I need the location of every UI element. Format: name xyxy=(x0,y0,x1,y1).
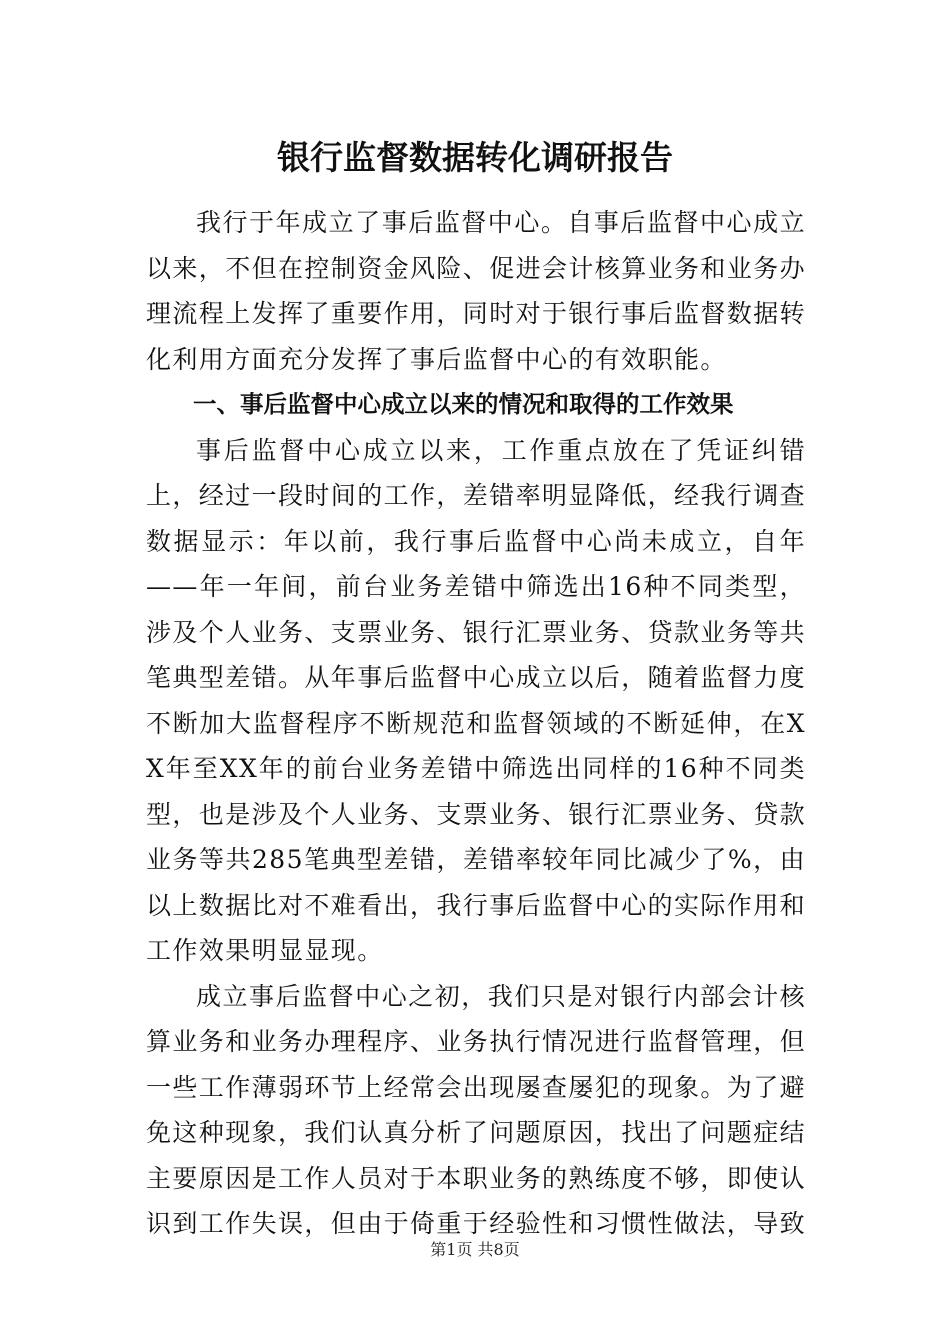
page-footer: 第1页 共8页 xyxy=(430,1240,520,1259)
paragraph-early-supervision: 成立事后监督中心之初，我们只是对银行内部会计核算业务和业务办理程序、业务执行情况进行监督管理，但一些工作薄弱环节上经常会出现屡查屡犯的现象。为了避免这种现象，我们认真分析了问题原因，找出了问题症结主要原因是工作人员对于本职业务的熟练度不够，即使认识到工作失误，但由于倚重于经验性和习惯性做法，导致 xyxy=(146,981,807,1238)
paragraph-intro: 我行于年成立了事后监督中心。自事后监督中心成立以来，不但在控制资金风险、促进会计核算业务和业务办理流程上发挥了重要作用，同时对于银行事后监督数据转化利用方面充分发挥了事后监督中心的有效职能。 xyxy=(146,208,807,374)
document-body xyxy=(146,200,806,1247)
section-heading-1: 一、事后监督中心成立以来的情况和取得的工作效果 xyxy=(193,390,734,418)
paragraph-error-statistics: 事后监督中心成立以来，工作重点放在了凭证纠错上，经过一段时间的工作，差错率明显降低，经我行调查数据显示：年以前，我行事后监督中心尚未成立，自年——年一年间，前台业务差错中筛选出16种不同类型，涉及个人业务、支票业务、银行汇票业务、贷款业务等共笔典型差错。从年事后监督中心成立以后，随着监督力度不断加大监督程序不断规范和监督领域的不断延伸，在XX年至XX年的前台业务差错中筛选出同样的16种不同类型，也是涉及个人业务、支票业务、银行汇票业务、贷款业务等共285笔典型差错，差错率较年同比减少了%，由以上数据比对不难看出，我行事后监督中心的实际作用和工作效果明显显现。 xyxy=(146,435,807,965)
document-title: 银行监督数据转化调研报告 xyxy=(277,138,673,177)
